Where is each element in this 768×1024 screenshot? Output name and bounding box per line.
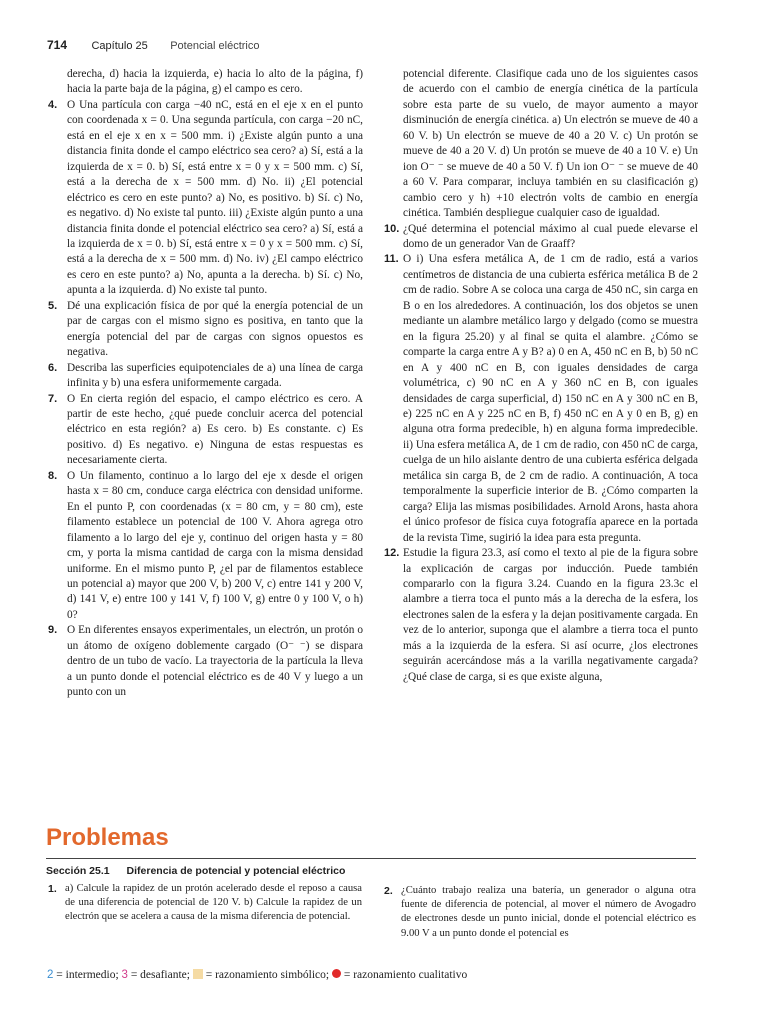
question-item [384,252,698,546]
left-column [48,67,363,701]
problem-text: a) Calcule la rapidez de un protón acelerado desde el reposo a causa de una diferencia de potencial de 120 V. b) Calcule la rapidez de un electrón que se acelera a causa de la misma diferencia de potencial. [65,883,362,923]
level2-marker: 2 [47,969,54,981]
level3-label: = desafiante; [130,969,190,981]
running-header [47,36,259,54]
symbolic-square-icon [193,969,203,979]
question-text: O Una partícula con carga −40 nC, está en el eje x en el punto con coordenada x = 0. Una segunda partícula, con carga −20 nC, está en el eje x en x = 500 mm. i) ¿Existe algún punto a una distancia finita donde el campo eléctrico sea cero? a) Sí, está a la izquierda de x = 0. b) Sí, está entre x = 0 y x = 500 mm. c) Sí, está a la derecha de x = 500 mm. d) No. ii) ¿El potencial eléctrico es cero en este punto? a) No, es positivo. b) Sí. c) No, es negativo. d) No existe tal punto. iii) ¿Existe algún punto a una distancia finita donde el potencial eléctrico sea cero? a) Sí, está a la izquierda de x = 0. b) Sí, está entre x = 0 y x = 500 mm. c) Sí, está a la derecha de x = 500 mm. d) No. iv) ¿El campo eléctrico es cero en este punto? a) No, apunta a la derecha. b) Sí. c) No, apunta a la izquierda. d) No existe tal punto. [67,98,363,297]
question-number: 4. [48,98,58,111]
question-item [384,546,698,685]
problem-item [384,884,696,941]
level2-label: = intermedio; [56,969,119,981]
level3-marker: 3 [121,969,128,981]
question-item [48,361,363,392]
page-number: 714 [47,38,68,52]
question-text: Dé una explicación física de por qué la energía potencial de un par de cargas con el mismo signo es positiva, en tanto que la energía potencial del par de cargas con signos opuestos es negativa. [67,299,363,359]
section-number: Sección 25.1 [46,865,110,877]
continuation-text: derecha, d) hacia la izquierda, e) hacia lo alto de la página, f) hacia la parte baja de la página, g) el campo es cero. [67,68,363,96]
question-item [48,299,363,361]
question-text: O En diferentes ensayos experimentales, un electrón, un protón o un átomo de oxígeno doblemente cargado (O⁻ ⁻) se dispara dentro de un tubo de vacío. La trayectoria de la partícula la lleva a un punto donde el potencial eléctrico es de 40 V y luego a un punto con un [67,624,363,699]
chapter-label: Capítulo 25 [91,40,148,52]
section-title: Diferencia de potencial y potencial eléctrico [126,865,346,877]
question-number: 5. [48,299,58,312]
problem-number: 1. [48,883,57,895]
question-item [48,469,363,624]
qualitative-label: = razonamiento cualitativo [343,969,468,981]
continuation-text: potencial diferente. Clasifique cada uno de los siguientes casos de acuerdo con el cambio de energía cinética de la partícula sobre esta parte de su vuelo, de mayor aumento a mayor disminución de energía cinética. a) Un electrón se mueve de 40 a 60 V. b) Un electrón se mueve de 40 a 20 V. c) Un protón se mueve de 40 a 20 V. d) Un protón se mueve de 40 a 10 V. e) Un ion O⁻ ⁻ se mueve de 40 a 50 V. f) Un ion O⁻ ⁻ se mueve de 40 a 60 V. Para comparar, incluya también en su clasificación g) cambio cero y h) +10 electrón volts de cambio en energía cinética. También despliegue cualquier caso de igualdad. [403,68,698,220]
question-text: Describa las superficies equipotenciales de a) una línea de carga infinita y b) una esfera uniformemente cargada. [67,361,363,390]
question-item [48,98,363,299]
question-item [48,623,363,700]
problem-item [48,882,362,925]
section-divider [46,858,696,859]
chapter-title: Potencial eléctrico [170,40,260,52]
question-text: O Un filamento, continuo a lo largo del eje x desde el origen hasta x = 80 cm, conduce carga eléctrica con densidad uniforme. En el punto P, con coordenadas (x = 80 cm, y = 80 cm), este filamento establece un potencial de 100 V. Ahora agrega otro filamento a lo largo del eje y, continuo del origen hasta y = 80 cm, y porta la misma cantidad de carga con la misma densidad uniforme. En el mismo punto P, ¿el par de filamentos establece un potencial a) mayor que 200 V, b) 200 V, c) entre 141 y 200 V, d) 141 V, e) entre 100 y 141 V, f) 100 V, g) entre 0 y 100 V, o h) 0? [67,469,363,621]
difficulty-legend [47,969,467,981]
problem-text: ¿Cuánto trabajo realiza una batería, un generador o alguna otra fuente de diferencia de potencial, al mover el número de Avogadro de electrones desde un punto inicial, donde el potencial eléctrico es 9.00 V a un punto donde el potencial es [401,885,696,939]
question-number: 6. [48,361,58,374]
section-heading [46,865,345,877]
question-text: ¿Qué determina el potencial máximo al cual puede elevarse el domo de un generador Van de Graaff? [403,222,698,250]
question-text: O En cierta región del espacio, el campo eléctrico es cero. A partir de este hecho, ¿qué puede concluir acerca del potencial eléctrico en esta región? a) Es cero. b) Es constante. c) Es positivo. d) Es negativo. e) Ninguna de estas respuestas es necesariamente cierta. [67,392,363,467]
question-number: 11. [384,253,399,266]
question-text: O i) Una esfera metálica A, de 1 cm de radio, está a varios centímetros de distancia de una cubierta esférica metálica B de 2 cm de radio. Sobre A se coloca una carga de 450 nC, sin carga en B o en los alrededores. A continuación, los dos objetos se unen mediante un alambre metálico largo y delgado (como se muestra en la figura 25.20) y al final se quita el alambre. ¿Cómo se comparte la carga entre A y B? a) 0 en A, 450 nC en B, b) 50 nC en A y 400 nC en B, con iguales densidades de carga volumétrica, c) 90 nC en A y 360 nC en B, con iguales densidades de carga superficial, d) 150 nC en A y 300 nC en B, e) 225 nC en A y 225 nC en B, f) 450 nC en A y 0 en B, g) en alguna otra forma predecible, h) en alguna forma impredecible. ii) Una esfera metálica A, de 1 cm de radio, con 450 nC de carga, cuelga de un hilo aislante dentro de una cubierta esférica delgada metálica sin carga B, de 2 cm de radio. A continuación, A toca temporalmente la superficie interior de B. ¿Cómo comparten la carga? Elija las mismas posibilidades. Arnold Arons, hasta ahora el único profesor de física cuya fotografía aparece en la portada de la revista Time, sugirió la idea para esta pregunta. [403,253,698,544]
problem-number: 2. [384,885,393,897]
question-item [48,392,363,469]
question-number: 12. [384,547,400,560]
question-number: 9. [48,624,58,637]
question-number: 7. [48,392,58,405]
qualitative-dot-icon [332,969,341,978]
question-number: 10. [384,222,400,235]
right-column [384,67,698,685]
question-number: 8. [48,469,58,482]
question-item [384,222,698,253]
question-text: Estudie la figura 23.3, así como el texto al pie de la figura sobre la explicación de cargas por inducción. Puede también compararlo con la figura 3.24. Cuando en la figura 23.3c el alambre a tierra toca el punto más a la derecha de la esfera, los electrones salen de la esfera y la dejan positivamente cargada. En vez de lo anterior, suponga que el alambre a tierra toca el punto más a la izquierda de la esfera. Si así ocurre, ¿los electrones seguirán acercándose más a la varilla negativamente cargada? ¿Qué clase de carga, si es que existe alguna, [403,547,698,683]
problems-heading: Problemas [46,824,169,851]
symbolic-label: = razonamiento simbólico; [205,969,330,981]
